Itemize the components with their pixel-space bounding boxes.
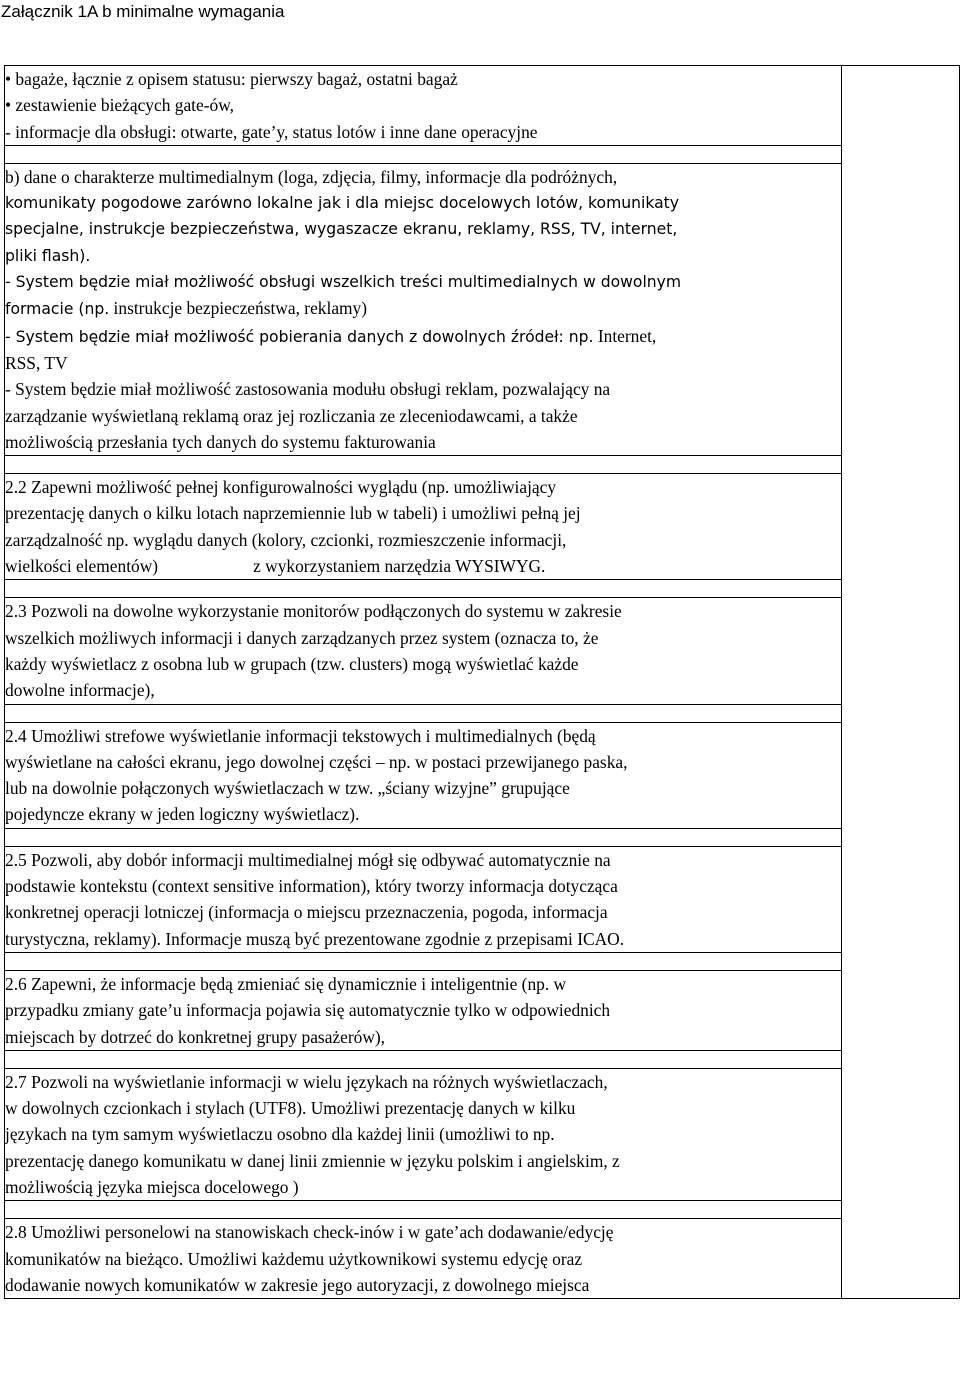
text-line: turystyczna, reklamy). Informacje muszą być prezentowane zgodnie z przepisami ICAO. <box>5 928 625 949</box>
text-line: przypadku zmiany gate’u informacja pojawia się automatycznie tylko w odpowiednich <box>5 1000 611 1021</box>
compliance-column <box>842 66 960 1299</box>
table-row <box>5 722 960 828</box>
text-line: wyświetlane na całości ekranu, jego dowolnej części – np. w postaci przewijanego paska, <box>5 751 628 772</box>
text-line: 2.7 Pozwoli na wyświetlanie informacji w wielu językach na różnych wyświetlaczach, <box>5 1071 608 1092</box>
requirement-cell <box>5 722 842 828</box>
requirements-table <box>4 65 960 1299</box>
requirement-cell <box>5 163 842 455</box>
spacer-cell <box>5 704 842 722</box>
spacer-cell <box>5 580 842 598</box>
table-row <box>5 580 960 598</box>
text-line: 2.6 Zapewni, że informacje będą zmieniać się dynamicznie i inteligentnie (np. w <box>5 973 567 994</box>
requirement-cell <box>5 970 842 1050</box>
text-line: w dowolnych czcionkach i stylach (UTF8). Umożliwi prezentację danych w kilku <box>5 1098 576 1119</box>
text-line: RSS, TV <box>5 352 68 373</box>
text-line: 2.2 Zapewni możliwość pełnej konfigurowalności wyglądu (np. umożliwiający <box>5 477 557 498</box>
text-line: dodawanie nowych komunikatów w zakresie jego autoryzacji, z dowolnego miejsca <box>5 1274 590 1295</box>
text-fragment: formacie (np. <box>5 300 110 319</box>
requirement-cell <box>5 598 842 704</box>
text-line <box>5 295 841 322</box>
text-line <box>5 323 841 350</box>
table-row <box>5 66 960 146</box>
text-line: wszelkich możliwych informacji i danych zarządzanych przez system (oznacza to, że <box>5 627 599 648</box>
page-header: Załącznik 1A b minimalne wymagania <box>1 2 285 21</box>
table-row <box>5 970 960 1050</box>
table-row <box>5 163 960 455</box>
requirement-cell <box>5 474 842 580</box>
text-line: - System będzie miał możliwość zastosowania modułu obsługi reklam, pozwalający na <box>5 379 611 400</box>
text-line: 2.4 Umożliwi strefowe wyświetlanie informacji tekstowych i multimedialnych (będą <box>5 725 596 746</box>
table-row <box>5 456 960 474</box>
requirement-cell <box>5 66 842 146</box>
text-line: • bagaże, łącznie z opisem statusu: pierwszy bagaż, ostatni bagaż <box>5 69 458 89</box>
text-line: 2.3 Pozwoli na dowolne wykorzystanie monitorów podłączonych do systemu w zakresie <box>5 601 622 622</box>
text-line: - System będzie miał możliwość obsługi wszelkich treści multimedialnych w dowolnym <box>5 273 682 292</box>
spacer-cell <box>5 1201 842 1219</box>
text-line: zarządzanie wyświetlaną reklamą oraz jej rozliczania ze zleceniodawcami, a także <box>5 405 578 426</box>
text-fragment: wielkości elementów) <box>5 556 159 577</box>
text-line: b) dane o charakterze multimedialnym (loga, zdjęcia, filmy, informacje dla podróżnych, <box>5 166 618 187</box>
text-line: • zestawienie bieżących gate-ów, <box>5 95 234 116</box>
table-row <box>5 598 960 704</box>
text-fragment: instrukcje bezpieczeństwa, reklamy) <box>109 298 368 319</box>
text-line: możliwością przesłania tych danych do systemu fakturowania <box>5 431 436 452</box>
text-line: - informacje dla obsługi: otwarte, gate’y, status lotów i inne dane operacyjne <box>5 121 538 142</box>
text-line: konkretnej operacji lotniczej (informacja o miejscu przeznaczenia, pogoda, informacja <box>5 902 608 923</box>
requirement-cell <box>5 1219 842 1299</box>
spacer-cell <box>5 456 842 474</box>
table-row <box>5 1219 960 1299</box>
text-line: pliki flash). <box>5 246 91 265</box>
text-line: każdy wyświetlacz z osobna lub w grupach (tzw. clusters) mogą wyświetlać każde <box>5 653 579 674</box>
text-line: językach na tym samym wyświetlaczu osobno dla każdej linii (umożliwi to np. <box>5 1124 555 1145</box>
table-row <box>5 828 960 846</box>
table-row <box>5 704 960 722</box>
text-line: 2.8 Umożliwi personelowi na stanowiskach check-inów i w gate’ach dodawanie/edycję <box>5 1222 614 1243</box>
table-row <box>5 474 960 580</box>
text-fragment: - System będzie miał możliwość pobierania danych z dowolnych źródeł: np. <box>5 327 594 346</box>
text-line: specjalne, instrukcje bezpieczeństwa, wygaszacze ekranu, reklamy, RSS, TV, internet, <box>5 220 678 239</box>
text-line: komunikaty pogodowe zarówno lokalne jak i dla miejsc docelowych lotów, komunikaty <box>5 194 680 213</box>
text-fragment: Internet, <box>593 325 657 346</box>
text-line: dowolne informacje), <box>5 680 155 701</box>
text-line: lub na dowolnie połączonych wyświetlaczach w tzw. „ściany wizyjne” grupujące <box>5 778 570 799</box>
spacer-cell <box>5 952 842 970</box>
text-line: pojedyncze ekrany w jeden logiczny wyświetlacz). <box>5 804 360 825</box>
text-line: zarządzalność np. wyglądu danych (kolory, czcionki, rozmieszczenie informacji, <box>5 529 567 550</box>
text-line: 2.5 Pozwoli, aby dobór informacji multimedialnej mógł się odbywać automatycznie na <box>5 849 611 870</box>
spacer-cell <box>5 145 842 163</box>
text-line: prezentację danych o kilku lotach naprzemiennie lub w tabeli) i umożliwi pełną jej <box>5 503 581 524</box>
requirement-cell <box>5 846 842 952</box>
text-line: podstawie kontekstu (context sensitive information), który tworzy informacja dotycząca <box>5 876 618 897</box>
table-row <box>5 952 960 970</box>
text-line: możliwością języka miejsca docelowego ) <box>5 1176 299 1197</box>
text-line: prezentację danego komunikatu w danej linii zmiennie w języku polskim i angielskim, z <box>5 1150 620 1171</box>
table-row <box>5 1201 960 1219</box>
text-line: komunikatów na bieżąco. Umożliwi każdemu użytkownikowi systemu edycję oraz <box>5 1248 583 1269</box>
spacer-cell <box>5 828 842 846</box>
table-row <box>5 145 960 163</box>
spacer-cell <box>5 1050 842 1068</box>
table-row <box>5 1050 960 1068</box>
text-line <box>5 553 841 579</box>
requirement-cell <box>5 1068 842 1200</box>
text-fragment: z wykorzystaniem narzędzia WYSIWYG. <box>253 556 546 577</box>
table-row <box>5 1068 960 1200</box>
table-row <box>5 846 960 952</box>
text-line: miejscach by dotrzeć do konkretnej grupy pasażerów), <box>5 1026 386 1047</box>
